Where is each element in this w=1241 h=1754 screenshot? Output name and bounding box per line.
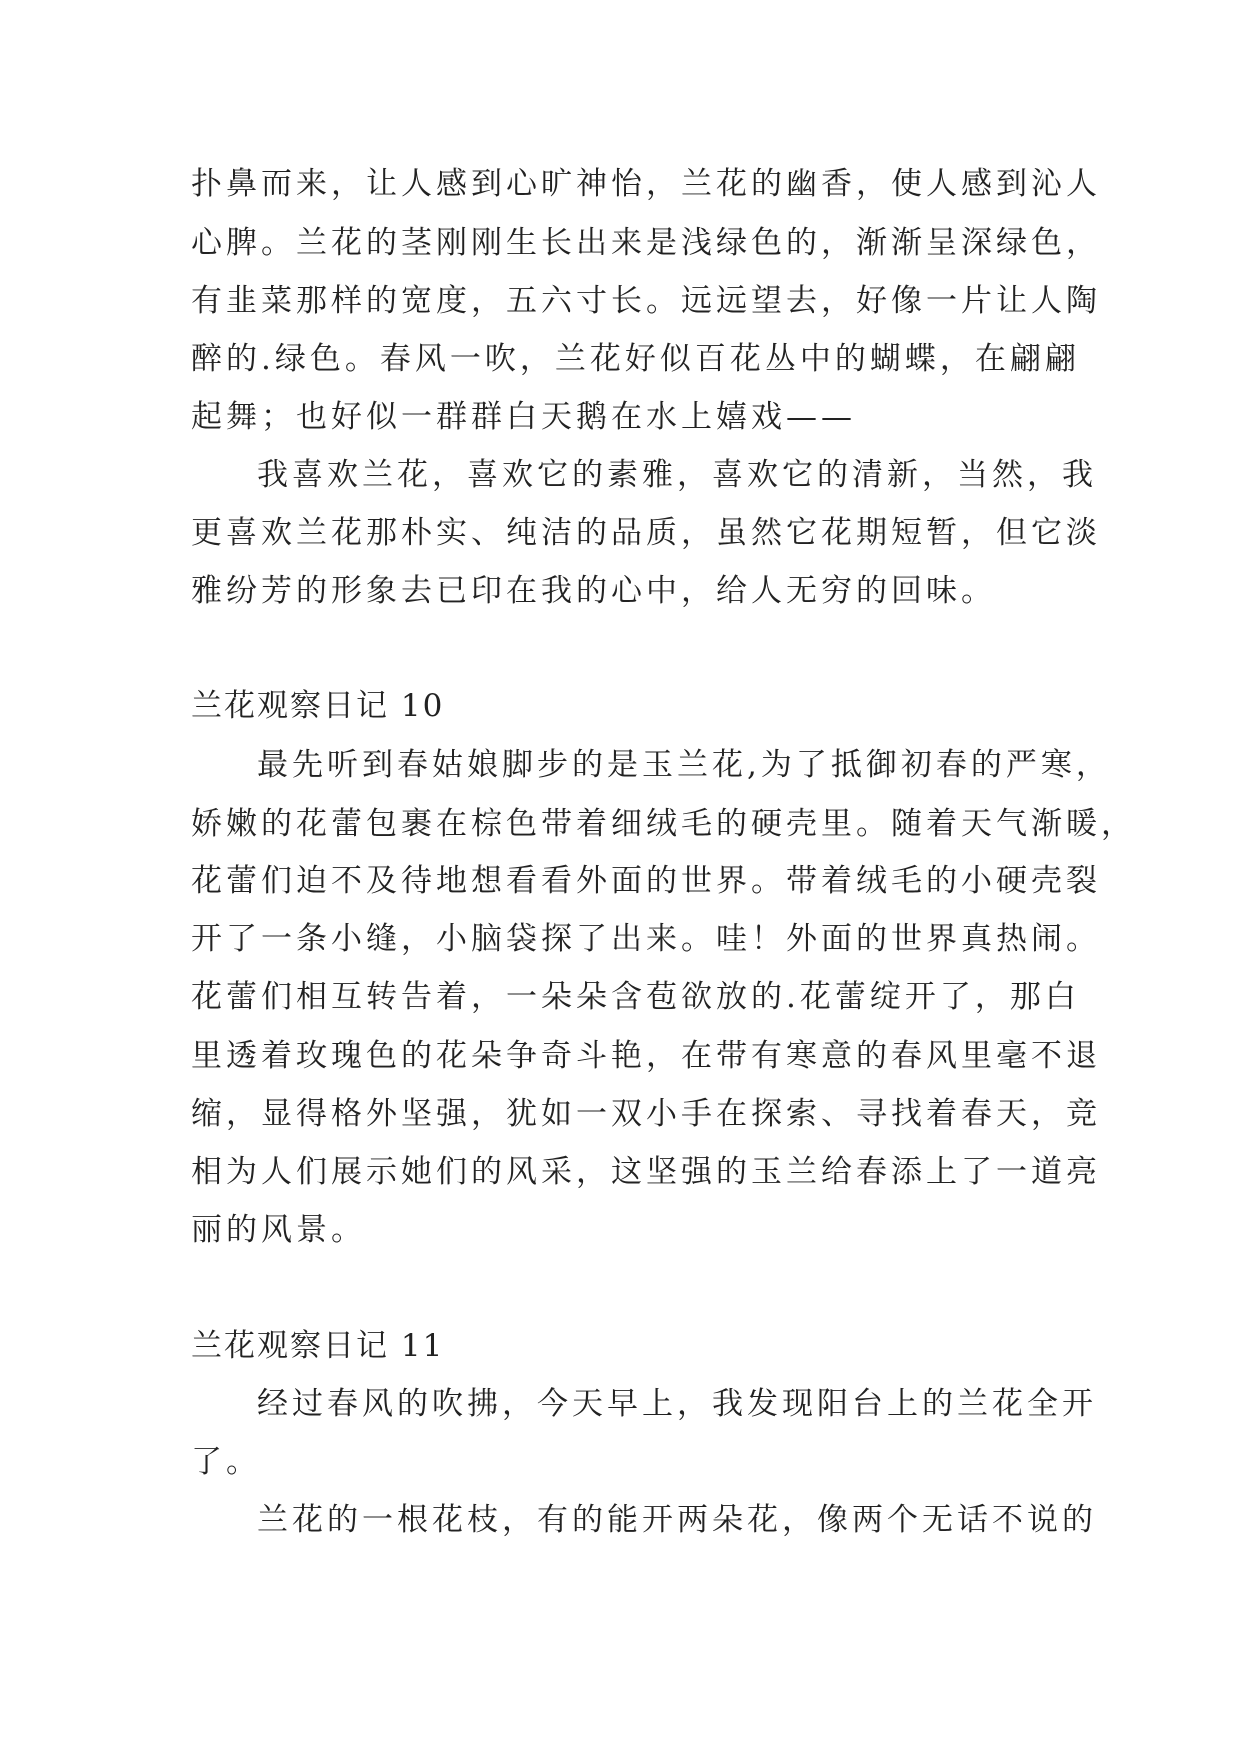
text-line: 我喜欢兰花，喜欢它的素雅，喜欢它的清新，当然，我: [257, 457, 1097, 493]
text-line: 经过春风的吹拂，今天早上，我发现阳台上的兰花全开: [257, 1386, 1097, 1422]
text-line: 兰花的一根花枝，有的能开两朵花，像两个无话不说的: [257, 1502, 1097, 1538]
text-line: 里透着玫瑰色的花朵争奇斗艳，在带有寒意的春风里毫不退: [191, 1038, 1101, 1074]
text-line: 雅纷芳的形象去已印在我的心中，给人无穷的回味。: [191, 573, 996, 609]
text-line: 扑鼻而来，让人感到心旷神怡，兰花的幽香，使人感到沁人: [191, 166, 1101, 202]
text-line: 起舞；也好似一群群白天鹅在水上嬉戏——: [191, 399, 856, 435]
text-line: 花蕾们迫不及待地想看看外面的世界。带着绒毛的小硬壳裂: [191, 863, 1101, 899]
text-line: 心脾。兰花的茎刚刚生长出来是浅绿色的，渐渐呈深绿色，: [191, 225, 1101, 261]
text-line: 花蕾们相互转告着，一朵朵含苞欲放的.花蕾绽开了，那白: [191, 979, 1080, 1015]
text-line: 缩，显得格外坚强，犹如一双小手在探索、寻找着春天，竞: [191, 1096, 1101, 1132]
section-title: 兰花观察日记 11: [191, 1328, 445, 1364]
text-line: 醉的.绿色。春风一吹，兰花好似百花丛中的蝴蝶，在翩翩: [191, 341, 1080, 377]
text-line: 有韭菜那样的宽度，五六寸长。远远望去，好像一片让人陶: [191, 283, 1101, 319]
text-line: 更喜欢兰花那朴实、纯洁的品质，虽然它花期短暂，但它淡: [191, 515, 1101, 551]
text-line: 娇嫩的花蕾包裹在棕色带着细绒毛的硬壳里。随着天气渐暖，: [191, 806, 1136, 842]
text-line: 相为人们展示她们的风采，这坚强的玉兰给春添上了一道亮: [191, 1154, 1101, 1190]
section-title: 兰花观察日记 10: [191, 688, 445, 724]
text-line: 开了一条小缝，小脑袋探了出来。哇！外面的世界真热闹。: [191, 921, 1101, 957]
text-line: 最先听到春姑娘脚步的是玉兰花,为了抵御初春的严寒，: [257, 747, 1111, 783]
text-line: 丽的风景。: [191, 1212, 366, 1248]
text-line: 了。: [191, 1444, 261, 1480]
